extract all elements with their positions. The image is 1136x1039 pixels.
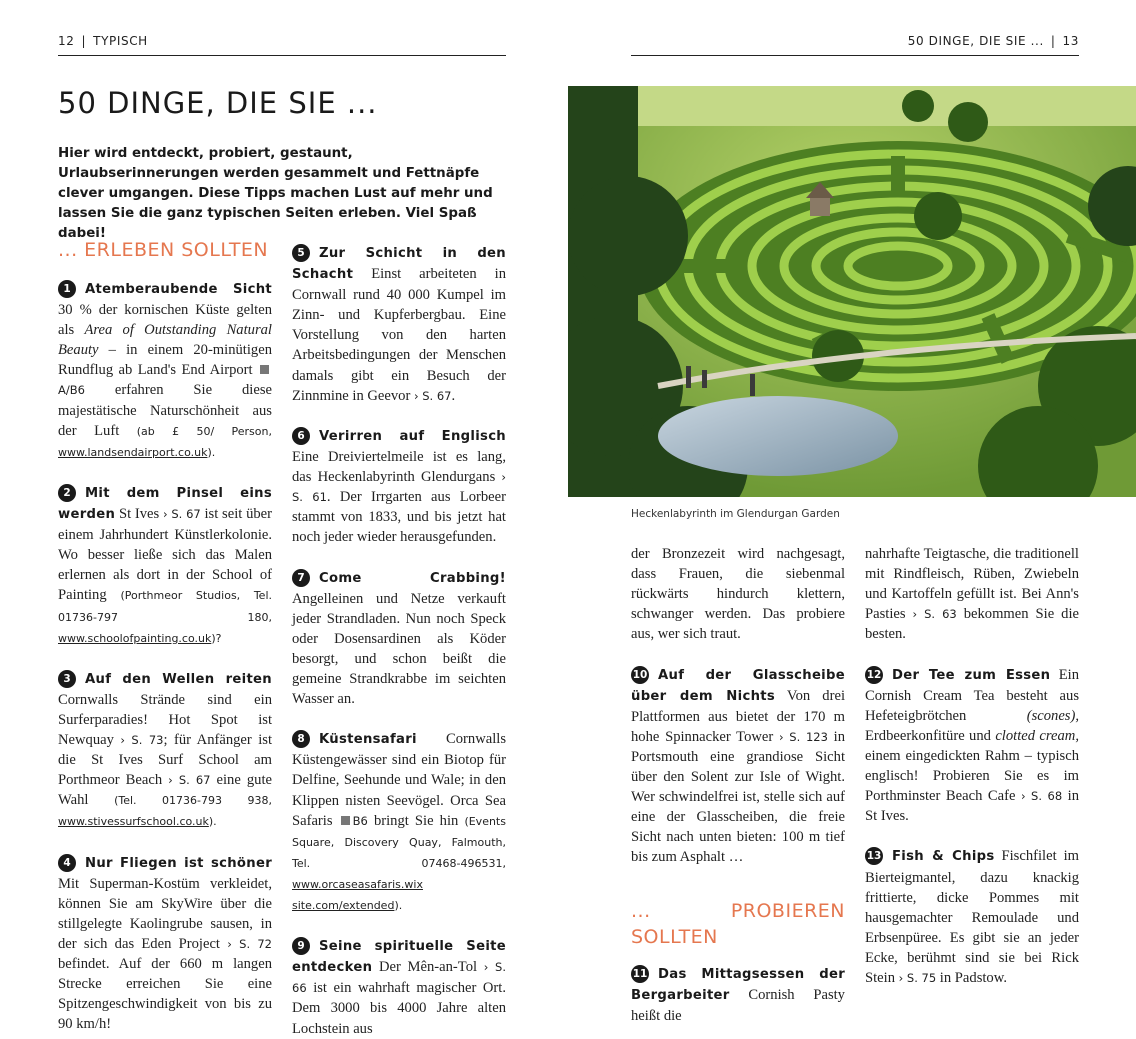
map-icon xyxy=(260,365,269,374)
map-reference: B6 xyxy=(352,813,368,828)
item-heading: Seine spirituelle Seite entdecken xyxy=(292,939,506,976)
photo-caption: Heckenlabyrinth im Glendurgan Garden xyxy=(631,508,840,520)
page-number-right: 13 xyxy=(1062,34,1079,48)
item-heading: Fish & Chips xyxy=(892,849,995,865)
item-text: Cornish Pasty heißt die xyxy=(631,986,845,1024)
list-item xyxy=(292,936,506,1038)
item-text: befindet. Auf der 660 m langen Strecke erreichen Sie eine Spitzengeschwindigkeit von bis zu 90 km/h! xyxy=(58,956,272,1033)
list-item xyxy=(58,279,272,463)
item-text: eine gute Wahl xyxy=(58,772,272,809)
number-badge: 8 xyxy=(292,730,310,748)
number-badge: 3 xyxy=(58,670,76,688)
item-text: Eine Dreiviertelmeile ist es lang, das Heckenlabyrinth Glendurgans xyxy=(292,448,506,486)
number-badge: 12 xyxy=(865,666,883,684)
page-number-left: 12 xyxy=(58,34,75,48)
item-heading: Atemberaubende Sicht xyxy=(85,282,272,297)
column-3 xyxy=(631,544,845,1026)
number-badge: 13 xyxy=(865,847,883,865)
item-text: . xyxy=(451,387,456,404)
number-badge: 2 xyxy=(58,484,76,502)
item-info: ). xyxy=(394,899,403,912)
item-heading: Mit dem Pinsel eins werden xyxy=(58,485,272,523)
intro-text: Hier wird entdeckt, probiert, gestaunt, Urlaubserinnerungen werden gesammelt und Fettnäpfe clever umgangen. Diese Tipps machen Lust auf mehr und lassen Sie die ganz typischen Seiten erleben. Viel Spaß dabei! xyxy=(58,146,493,241)
item-heading: Come Crabbing! xyxy=(319,570,506,586)
running-title-left: TYPISCH xyxy=(93,34,148,48)
number-badge: 7 xyxy=(292,569,310,587)
item-text: Fischfilet im Bierteigmantel, dazu knackig frittierte, dicke Pommes mit hausgemachter Remoulade und Erbsenpüree. Es gibt sie an jeder Ecke, berühmt sind sie bei Rick Stein xyxy=(865,848,1079,986)
item-text: ist seit über einem Jahrhundert Künstlerkolonie. Wo besser ließe sich das Malen erlernen als dort in der School of Painting xyxy=(58,506,272,604)
item-text: Cornwalls Küstengewässer sind ein Biotop für Delfine, Seehunde und Wale; in den Klippen nisten Seevögel. Orca Sea Safaris xyxy=(292,731,506,829)
section-heading-probieren: ... PROBIEREN SOLLTEN xyxy=(631,899,845,948)
item-text: einem eingedickten Rahm – typisch englisch! Probieren Sie es im Porthminster Beach Cafe xyxy=(865,747,1079,805)
list-item xyxy=(631,964,845,1026)
list-item-continued: der Bronzezeit wird nachgesagt, dass Frauen, die siebenmal rückwärts hindurch klettern, schwanger werden. Das probiere aus, wer sich traut. xyxy=(631,546,845,643)
item-text: bekommen Sie die besten. xyxy=(865,606,1080,643)
item-heading: Küstensafari xyxy=(319,732,417,748)
hedge-maze-photo xyxy=(568,86,1136,497)
item-text: Der Mên-an-Tol xyxy=(378,959,484,976)
section-heading-erleben: ... ERLEBEN SOLLTEN xyxy=(58,239,269,261)
header-rule-right xyxy=(631,55,1079,56)
number-badge: 4 xyxy=(58,854,76,872)
item-heading: Nur Fliegen ist schöner xyxy=(85,855,272,871)
page-reference: › S. 63 xyxy=(912,607,957,622)
list-item xyxy=(292,729,506,916)
list-item xyxy=(865,846,1079,988)
column-1 xyxy=(58,237,272,1034)
header-rule-left xyxy=(58,55,506,56)
item-url[interactable]: www.stivessurfschool.co.uk xyxy=(58,815,209,829)
map-reference: A/B6 xyxy=(58,383,85,398)
list-item xyxy=(292,568,506,710)
item-heading: Auf der Glasscheibe über dem Nichts xyxy=(631,667,845,704)
item-text: Von drei Plattformen aus bietet der 170 m hohe Spinnacker Tower xyxy=(631,687,845,745)
item-text: ; für Anfänger ist die St Ives Surf School am Porthmeor Beach xyxy=(58,732,272,789)
running-title-right: 50 DINGE, DIE SIE ... xyxy=(907,34,1044,48)
page-reference: › S. 67 xyxy=(414,388,452,403)
list-item xyxy=(865,665,1079,827)
item-text: ist ein wahrhaft magischer Ort. Dem 3000 bis 4000 Jahre alten Lochstein aus xyxy=(292,980,506,1037)
item-italic: clotted cream, xyxy=(995,727,1079,744)
item-heading: Das Mittagsessen der Bergarbeiter xyxy=(631,966,845,1003)
item-info: (ab £ 50/ Person, xyxy=(136,424,272,438)
item-text: in Portsmouth eine grandiose Sicht über den Solent zur Isle of Wight. Wer schwindelfrei ist, stelle sich auf eine der Glasscheiben, die freie Sicht nach unten bieten: 100 m tief bis zum Asphalt … xyxy=(631,728,845,866)
page-reference: › S. 73 xyxy=(120,733,164,748)
column-4 xyxy=(865,544,1079,988)
item-info: ). xyxy=(207,445,216,459)
list-item xyxy=(58,669,272,833)
list-item xyxy=(58,853,272,1035)
page-reference: › S. 68 xyxy=(1020,789,1063,804)
page-reference: › S. 67 xyxy=(168,773,211,788)
item-text: in St Ives. xyxy=(865,788,1080,825)
item-text: Cornwalls Strände sind ein Surferparadies! Hot Spot ist Newquay xyxy=(58,691,272,749)
number-badge: 5 xyxy=(292,244,310,262)
item-info: (Tel. 01736-793 938, xyxy=(114,794,272,808)
item-text: bringt Sie hin xyxy=(367,812,465,829)
item-info: )? xyxy=(211,631,222,645)
item-text: Erdbeerkonfitüre und xyxy=(865,727,996,744)
list-item-continued xyxy=(865,544,1079,644)
page-reference: › S. 72 xyxy=(227,937,273,951)
item-text: erfahren Sie diese majestätische Naturschönheit aus der Luft xyxy=(58,382,272,439)
item-url[interactable]: www.orcaseasafaris.wix site.com/extended xyxy=(292,877,423,912)
item-text: 30 % der kornischen Küste gelten als xyxy=(58,302,272,339)
item-text: Ein Cornish Cream Tea besteht aus Hefeteigbrötchen xyxy=(865,666,1079,724)
number-badge: 10 xyxy=(631,666,649,684)
item-info: (Porthmeor Studios, Tel. 01736-797 180, xyxy=(58,589,272,624)
left-running-header: 12 | TYPISCH xyxy=(58,34,148,48)
item-text: in Padstow. xyxy=(936,969,1007,986)
item-heading: Zur Schicht in den Schacht xyxy=(292,246,506,283)
item-heading: Verirren auf Englisch xyxy=(319,428,506,444)
page-title: 50 DINGE, DIE SIE ... xyxy=(58,86,378,120)
number-badge: 1 xyxy=(58,280,76,298)
item-heading: Auf den Wellen reiten xyxy=(85,671,272,687)
map-icon xyxy=(341,816,350,825)
list-item xyxy=(292,426,506,548)
item-italic: (scones), xyxy=(1026,707,1079,724)
page-reference: › S. 61 xyxy=(292,470,506,505)
page-reference: › S. 75 xyxy=(898,970,937,985)
number-badge: 11 xyxy=(631,965,649,983)
column-2 xyxy=(292,243,506,1039)
item-italic: Area of Outstanding Natural Beauty xyxy=(58,322,272,359)
number-badge: 6 xyxy=(292,427,310,445)
page-reference: › S. 66 xyxy=(292,960,506,996)
right-running-header: 50 DINGE, DIE SIE ... | 13 xyxy=(907,34,1079,48)
item-info: (Events Square, Discovery Quay, Falmouth, Tel. 07468-496531, xyxy=(292,814,506,870)
number-badge: 9 xyxy=(292,937,310,955)
list-item xyxy=(58,483,272,649)
item-info: ). xyxy=(208,815,217,829)
item-url[interactable]: www.schoolofpainting.co.uk xyxy=(58,631,212,645)
item-text: St Ives xyxy=(118,506,163,523)
item-url[interactable]: www.landsendairport.co.uk xyxy=(58,445,208,459)
item-text: . Der Irrgarten aus Lorbeer stammt von 1833, und bis jetzt hat noch jeder wieder herausgefunden. xyxy=(292,489,506,546)
item-text: Angelleinen und Netze verkauft jeder Strandladen. Nun noch Speck oder Dosensardinen als Köder besorgt, und schon beißt die gemeine Strandkrabbe im seichten Wasser an. xyxy=(292,590,506,708)
item-heading: Der Tee zum Essen xyxy=(892,667,1051,683)
list-item xyxy=(631,665,845,868)
item-text: Einst arbeiteten in Cornwall rund 40 000 Kumpel im Zinn- und Kupferbergbau. Eine Vorstellung von den harten Arbeitsbedingungen der Menschen damals gibt ein Besuch der Zinnmine in Geevor xyxy=(292,266,506,404)
item-text: – in einem 20-minütigen Rundflug ab Land's End Airport xyxy=(58,342,272,379)
list-item xyxy=(292,243,506,406)
page-reference: › S. 67 xyxy=(162,507,201,522)
item-text: nahrhafte Teigtasche, die traditionell mit Rindfleisch, Rüben, Zwiebeln und Kartoffeln gefüllt ist. Bei Ann's Pasties xyxy=(865,546,1079,623)
page-reference: › S. 123 xyxy=(778,729,828,744)
item-text: Mit Superman-Kostüm verkleidet, können Sie am SkyWire über die stillgelegte Kaolingrube sausen, in der sich das Eden Project xyxy=(58,875,272,952)
